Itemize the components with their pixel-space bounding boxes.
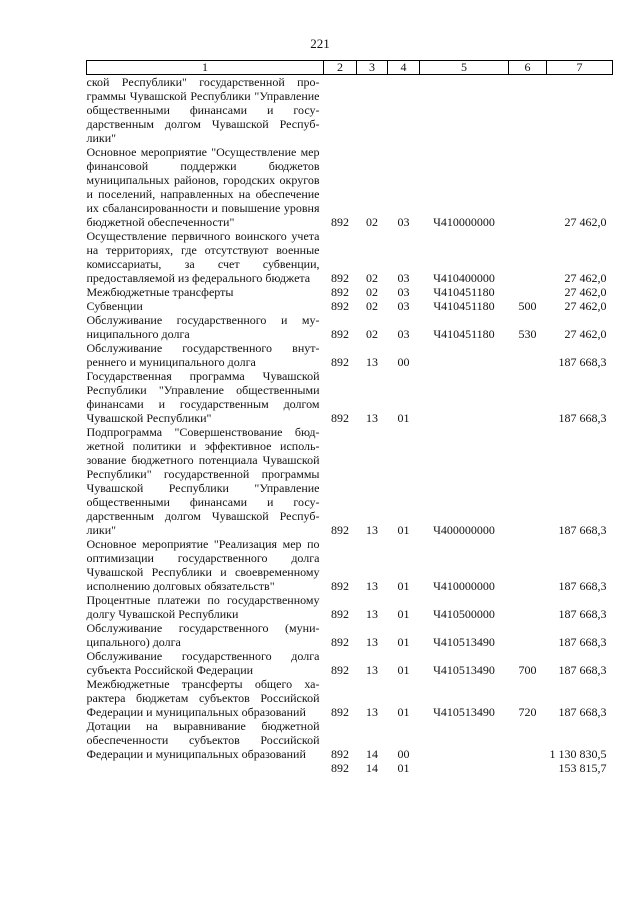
ministry-code-cell: 892 [331,523,349,537]
expense-type-code-cell [509,761,547,775]
section-code-cell: 02 [366,271,378,285]
expense-type-code-cell: 720 [518,705,537,719]
target-item-code-cell: Ч410400000 [433,271,495,285]
section-code-cell: 14 [366,747,378,761]
ministry-code-cell: 892 [331,215,349,229]
expense-type-code-cell: 700 [518,663,537,677]
table-row [87,145,613,229]
section-code-cell: 13 [366,523,378,537]
target-item-code-cell [420,719,509,761]
amount-cell: 153 815,7 [558,761,607,775]
table-row [87,369,613,425]
table-row [87,761,613,775]
table-row [87,537,613,593]
subsection-code-cell: 03 [397,327,410,341]
amount-cell: 187 668,3 [558,355,607,369]
subsection-code-cell: 03 [397,299,410,313]
expense-type-code-cell [509,621,547,649]
item-name-cell: Обслуживание государственного долга субъекта Российской Федерации [86,649,320,677]
section-code-cell: 13 [366,705,378,719]
column-header: 6 [509,61,547,75]
section-code-cell: 02 [366,285,378,299]
amount-cell [547,75,613,146]
table-row [87,285,613,299]
amount-cell: 27 462,0 [564,285,607,299]
ministry-code-cell: 892 [331,663,349,677]
item-name-cell: Основное мероприятие "Реализация мер по оптимизации государственного долга Чувашской Республики и своевременному исполнению долговых обязательств" [86,537,320,593]
subsection-code-cell: 01 [397,761,410,775]
expense-type-code-cell: 530 [518,327,537,341]
ministry-code-cell: 892 [331,761,349,775]
table-row [87,341,613,369]
section-code-cell: 13 [366,663,378,677]
item-name-cell: Подпрограмма "Совершенствование бюджетной политики и эффективное использование бюджетного потенциала Чувашской Республики" государственной программы Чувашской Республики "Управление общественными финансами и государственным долгом Чувашской Республики" [86,425,320,537]
expense-type-code-cell [509,145,547,229]
amount-cell: 187 668,3 [558,579,607,593]
amount-cell: 187 668,3 [558,663,607,677]
item-name-cell: Дотации на выравнивание бюджетной обеспеченности субъектов Российской Федерации и муниципальных образований [86,719,320,761]
item-name-cell: Обслуживание государственного (муниципального) долга [86,621,320,649]
ministry-code-cell: 892 [331,271,349,285]
budget-table [86,60,613,775]
amount-cell: 187 668,3 [558,411,607,425]
subsection-code-cell: 03 [397,271,410,285]
table-row [87,649,613,677]
section-code-cell: 13 [366,579,378,593]
expense-type-code-cell [509,537,547,593]
item-name-cell: Обслуживание государственного и муниципального долга [86,313,320,341]
expense-type-code-cell [509,285,547,299]
table-header-row [87,61,613,75]
item-name-cell: Государственная программа Чувашской Республики "Управление общественными финансами и государственным долгом Чувашской Республики" [86,369,320,425]
column-header: 2 [324,61,357,75]
ministry-code-cell: 892 [331,579,349,593]
target-item-code-cell: Ч410513490 [433,635,495,649]
target-item-code-cell: Ч400000000 [433,523,495,537]
item-name-cell: Межбюджетные трансферты общего характера бюджетам субъектов Российской Федерации и муниципальных образований [86,677,320,719]
ministry-code-cell: 892 [331,705,349,719]
table-row [87,299,613,313]
ministry-code-cell: 892 [331,411,349,425]
table-row [87,313,613,341]
item-name-cell: Межбюджетные трансферты [86,285,234,299]
amount-cell: 1 130 830,5 [549,747,607,761]
item-name-cell: Обслуживание государственного внутреннего и муниципального долга [86,341,320,369]
ministry-code-cell: 892 [331,607,349,621]
section-code-cell: 13 [366,355,378,369]
expense-type-code-cell [509,719,547,761]
expense-type-code-cell [509,229,547,285]
subsection-code-cell: 01 [397,411,410,425]
target-item-code-cell: Ч410000000 [433,579,495,593]
column-header: 4 [388,61,420,75]
amount-cell: 27 462,0 [564,299,607,313]
table-row [87,719,613,761]
expense-type-code-cell [509,425,547,537]
item-name-cell: Основное мероприятие "Осуществление мер финансовой поддержки бюджетов муниципальных районов, городских округов и поселений, направленных на обеспечение их сбалансированности и повышение уровня бюджетной обеспеченности" [86,145,320,229]
amount-cell: 27 462,0 [564,215,607,229]
target-item-code-cell: Ч410451180 [433,327,495,341]
ministry-code-cell: 892 [331,355,349,369]
ministry-code-cell: 892 [331,747,349,761]
table-row [87,425,613,537]
item-name-cell: Процентные платежи по государственному долгу Чувашской Республики [86,593,320,621]
section-code-cell: 13 [366,607,378,621]
item-name-cell: ской Республики" государственной программы Чувашской Республики "Управление общественными финансами и государственным долгом Чувашской Республики" [86,75,320,145]
item-name-cell: Субвенции [86,299,143,313]
subsection-code-cell: 01 [397,705,410,719]
section-code-cell: 13 [366,635,378,649]
target-item-code-cell: Ч410451180 [433,299,495,313]
subsection-code-cell: 01 [397,579,410,593]
subsection-code-cell: 01 [397,635,410,649]
target-item-code-cell: Ч410500000 [433,607,495,621]
table-row [87,229,613,285]
section-code-cell: 14 [366,761,378,775]
section-code-cell: 13 [366,411,378,425]
item-name-cell: Осуществление первичного воинского учета на территориях, где отсутствуют военные комиссариаты, за счет субвенции, предоставляемой из федерального бюджета [86,229,320,285]
page-number: 221 [310,36,330,51]
section-code-cell: 02 [366,327,378,341]
amount-cell: 187 668,3 [558,607,607,621]
section-code-cell [357,75,388,146]
column-header: 7 [547,61,613,75]
ministry-code-cell: 892 [331,635,349,649]
column-header: 3 [357,61,388,75]
column-header: 1 [87,61,324,75]
subsection-code-cell [388,75,420,146]
expense-type-code-cell [509,341,547,369]
ministry-code-cell: 892 [331,285,349,299]
target-item-code-cell: Ч410513490 [433,663,495,677]
amount-cell: 27 462,0 [564,327,607,341]
section-code-cell: 02 [366,299,378,313]
item-name-cell [87,761,324,775]
section-code-cell: 02 [366,215,378,229]
subsection-code-cell: 00 [397,747,410,761]
subsection-code-cell: 01 [397,523,410,537]
subsection-code-cell: 01 [397,663,410,677]
table-row [87,593,613,621]
target-item-code-cell [420,369,509,425]
table-row [87,621,613,649]
table-row [87,75,613,146]
amount-cell: 187 668,3 [558,523,607,537]
expense-type-code-cell [509,75,547,146]
expense-type-code-cell: 500 [518,299,537,313]
amount-cell: 187 668,3 [558,705,607,719]
subsection-code-cell: 03 [397,215,410,229]
subsection-code-cell: 03 [397,285,410,299]
subsection-code-cell: 01 [397,607,410,621]
target-item-code-cell: Ч410000000 [433,215,495,229]
target-item-code-cell: Ч410451180 [433,285,495,299]
amount-cell: 27 462,0 [564,271,607,285]
expense-type-code-cell [509,369,547,425]
subsection-code-cell: 00 [397,355,410,369]
target-item-code-cell [420,341,509,369]
ministry-code-cell: 892 [331,299,349,313]
ministry-code-cell: 892 [331,327,349,341]
target-item-code-cell [420,761,509,775]
expense-type-code-cell [509,593,547,621]
column-header: 5 [420,61,509,75]
table-row [87,677,613,719]
ministry-code-cell [324,75,357,146]
target-item-code-cell: Ч410513490 [433,705,495,719]
target-item-code-cell [420,75,509,146]
amount-cell: 187 668,3 [558,635,607,649]
